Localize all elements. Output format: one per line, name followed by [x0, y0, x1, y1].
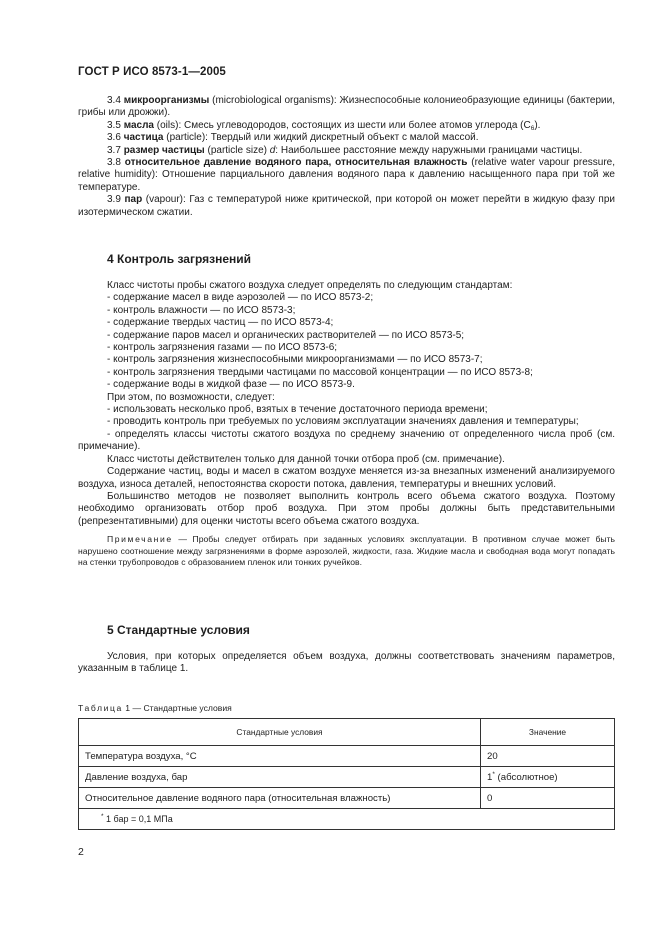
validity-paragraph: Класс чистоты действителен только для данной точки отбора проб (см. примечание).	[107, 453, 505, 465]
possible-paragraph: При этом, по возможности, следует:	[107, 391, 275, 403]
term-3-5: 3.5 масла (oils): Смесь углеводородов, состоящих из шести или более атомов углерода $(C_6)$.	[107, 119, 541, 132]
list-item: - контроль загрязнения жизнеспособными микроорганизмами — по ИСО 8573-7;	[107, 354, 483, 366]
section-5-paragraph: Условия, при которых определяется объем воздуха, должны соответствовать значениям параметров, указанным в таблице 1.	[78, 651, 615, 675]
note	[78, 534, 615, 569]
term-3-8: 3.8 относительное давление водяного пара, относительная влажность (relative water vapour pressure, relative humidity): Отношение парциального давления водяного пара к давлению насыщенного пара при той же температуре.	[78, 157, 615, 193]
section-5-title: 5 Стандартные условия	[107, 623, 250, 637]
list-item: - содержание твердых частиц — по ИСО 8573-4;	[107, 317, 334, 329]
list-item: - контроль влажности — по ИСО 8573-3;	[107, 304, 296, 316]
list-item: - содержание воды в жидкой фазе — по ИСО 8573-9.	[107, 379, 355, 391]
column-header-conditions: Стандартные условия	[79, 719, 481, 746]
cell-value: 0	[481, 788, 615, 809]
table-header-row	[79, 719, 615, 746]
cell-condition: Относительное давление водяного пара (относительная влажность)	[79, 788, 481, 809]
list-item: - контроль загрязнения твердыми частицами по массовой концентрации — по ИСО 8573-8;	[107, 366, 533, 378]
page-number: 2	[78, 846, 84, 858]
list-item: - контроль загрязнения газами — по ИСО 8573-6;	[107, 342, 338, 354]
table-row	[79, 746, 615, 767]
cell-value: 1* (абсолютное)	[481, 767, 615, 788]
section-4-body	[78, 280, 615, 569]
standard-conditions-table	[78, 718, 615, 830]
section-4-intro: Класс чистоты пробы сжатого воздуха следует определять по следующим стандартам:	[107, 280, 513, 291]
list-item: - использовать несколько проб, взятых в течение достаточного периода времени;	[107, 404, 488, 416]
note-label: Примечание	[107, 534, 173, 545]
table-caption: Таблица 1 — Стандартные условия	[78, 703, 232, 713]
document-header: ГОСТ Р ИСО 8573-1—2005	[78, 66, 226, 78]
table-row	[79, 767, 615, 788]
term-3-4: 3.4 микроорганизмы (microbiological organisms): Жизнеспособные колониеобразующие единицы (бактерии, грибы или дрожжи).	[78, 95, 616, 119]
column-header-value: Значение	[481, 719, 615, 746]
cell-condition: Давление воздуха, бар	[79, 767, 481, 788]
list-item: - проводить контроль при требуемых по условиям эксплуатации значениях давления и температуры;	[107, 416, 579, 428]
section-5-body	[78, 651, 615, 676]
list-item: - содержание масел в виде аэрозолей — по ИСО 8573-2;	[107, 292, 374, 304]
sampling-paragraph: Большинство методов не позволяет выполнить контроль всего объема сжатого воздуха. Поэтому необходимо организовать отбор проб воздуха. При этом пробы должны быть представительными (репрезентативными) для оценки чистоты всего объема сжатого воздуха.	[78, 490, 615, 527]
cell-value: 20	[481, 746, 615, 767]
note-text: — Пробы следует отбирать при заданных условиях эксплуатации. В противном случае может быть нарушено соотношение между загрязнениями в форме аэрозолей, жидкости, газа. Жидкие масла и свободная вода могут попадать на стенки трубопроводов с образованием пленок или тонких ручейков.	[78, 534, 615, 568]
table-row	[79, 788, 615, 809]
content-change-paragraph: Содержание частиц, воды и масел в сжатом воздухе меняется из-за внезапных изменений анализируемого воздуха, износа деталей, непостоянства скорости потока, давления, температуры и внешних условий.	[78, 466, 615, 490]
list-item: - определять классы чистоты сжатого воздуха по среднему значению от определенного числа проб (см. примечание).	[78, 428, 615, 453]
section-4-title: 4 Контроль загрязнений	[107, 252, 252, 266]
list-item: - содержание паров масел и органических растворителей — по ИСО 8573-5;	[107, 329, 465, 341]
term-3-7: 3.7 размер частицы (particle size) d: Наибольшее расстояние между наружными границами частицы.	[107, 144, 583, 156]
cell-condition: Температура воздуха, °С	[79, 746, 481, 767]
table-footnote-row	[79, 809, 615, 830]
table-footnote: * 1 бар = 0,1 МПа	[79, 809, 615, 830]
term-3-9: 3.9 пар (vapour): Газ с температурой ниже критической, при которой он может перейти в жидкую фазу при изотермическом сжатии.	[78, 194, 615, 218]
term-3-6: 3.6 частица (particle): Твердый или жидкий дискретный объект с малой массой.	[107, 132, 479, 144]
terms-list	[78, 95, 615, 219]
